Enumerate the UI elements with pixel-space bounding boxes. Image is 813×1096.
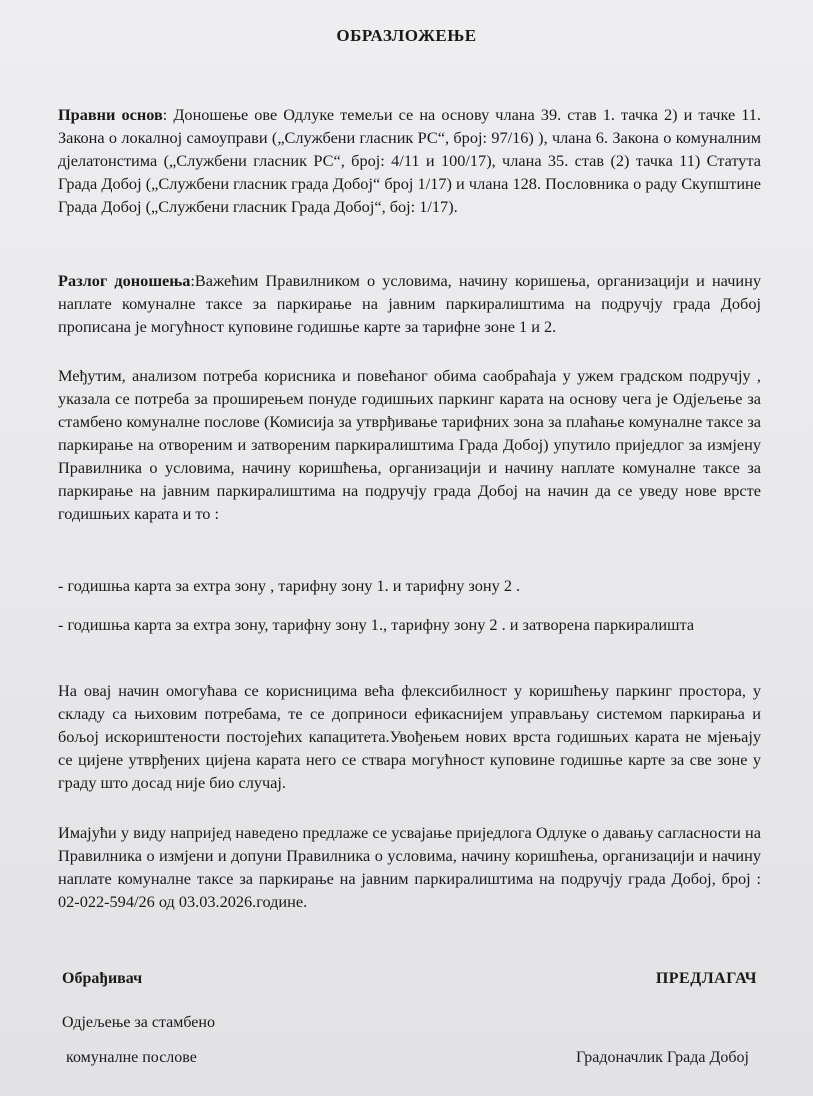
reason-label: Разлог доношења <box>58 271 191 290</box>
legal-basis-paragraph <box>58 103 761 218</box>
department-line-2: комуналне послове <box>66 1049 197 1066</box>
prepared-by-label: Обрађивач <box>62 970 143 987</box>
legal-basis-text: : Доношење ове Одлуке темељи се на основу члана 39. став 1. тачка 2) и тачке 11. Закона о локалној самоуправи („Службени гласник РС“, број: 97/16) ), члана 6. Закона о комуналним дјелатонстима („Службени гласник РС“, број: 4/11 и 100/17), члана 35. став (2) тачка 11) Статута Града Добој („Службени гласник града Добој“ број 1/17) и члана 128. Пословника о раду Скупштине Града Добој („Службени гласник Града Добој“, бој: 1/17). <box>58 105 761 216</box>
department-line-1: Одјељење за стамбено <box>62 1014 215 1031</box>
conclusion-paragraph: Имајући у виду напријед наведено предлаже се усвајање приједлога Одлуке о давању сагласности на Правилника о измјени и допуни Правилника о условима, начину коришћења, организацији и начину наплате комуналне таксе за паркирање на јавним паркиралиштима на подручју града Добој, број : 02-022-594/26 од 03.03.2026.године. <box>58 823 761 911</box>
effect-paragraph: На овај начин омогућава се корисницима већа флексибилност у коришћењу паркинг простора, у складу са њиховим потребама, те се доприноси ефикаснијем управљању системом паркирања и бољој искориштености постојећих капацитета.Увођењем нових врста годишњих карата не мјењају се цијене утврђених цијена карата него се ствара могућност куповине годишње карте за све зоне у граду што досад није био случај. <box>58 681 761 792</box>
bullet-item: - годишња карта за ехтра зону , тарифну зону 1. и тарифну зону 2 . <box>58 576 521 595</box>
legal-basis-label: Правни основ <box>58 105 163 124</box>
analysis-paragraph: Међутим, анализом потреба корисника и повећаног обима саобраћаја у ужем градском подручју , указала се потреба за проширењем понуде годишњих паркинг карата на основу чега је Одјељење за стамбено комуналне послове (Комисија за утврђивање тарифних зона за плаћање комуналне таксе за паркирање на отвореним и затвореним паркиралиштима Града Добој) упутило приједлог за измјену Правилника о условима, начину коришћења, организацији и начину наплате комуналне таксе за паркирање на јавним паркиралиштима на подручју града Добој на начин да се уведу нове врсте годишњих карата и то : <box>58 366 761 523</box>
document-title: ОБРАЗЛОЖЕЊЕ <box>336 26 477 45</box>
mayor-signature-line: Градоначлик Града Добој <box>576 1049 749 1066</box>
reason-text: :Важећим Правилником о условима, начину коришења, организацији и начину наплате комуналне таксе за паркирање на јавним паркиралиштима на подручју града Добој прописана је могућност куповине годишње карте за тарифне зоне 1 и 2. <box>58 271 761 336</box>
bullet-item: - годишња карта за ехтра зону, тарифну зону 1., тарифну зону 2 . и затворена паркиралишта <box>58 615 695 634</box>
proposer-label: ПРЕДЛАГАЧ <box>655 970 757 987</box>
reason-paragraph <box>58 269 761 338</box>
